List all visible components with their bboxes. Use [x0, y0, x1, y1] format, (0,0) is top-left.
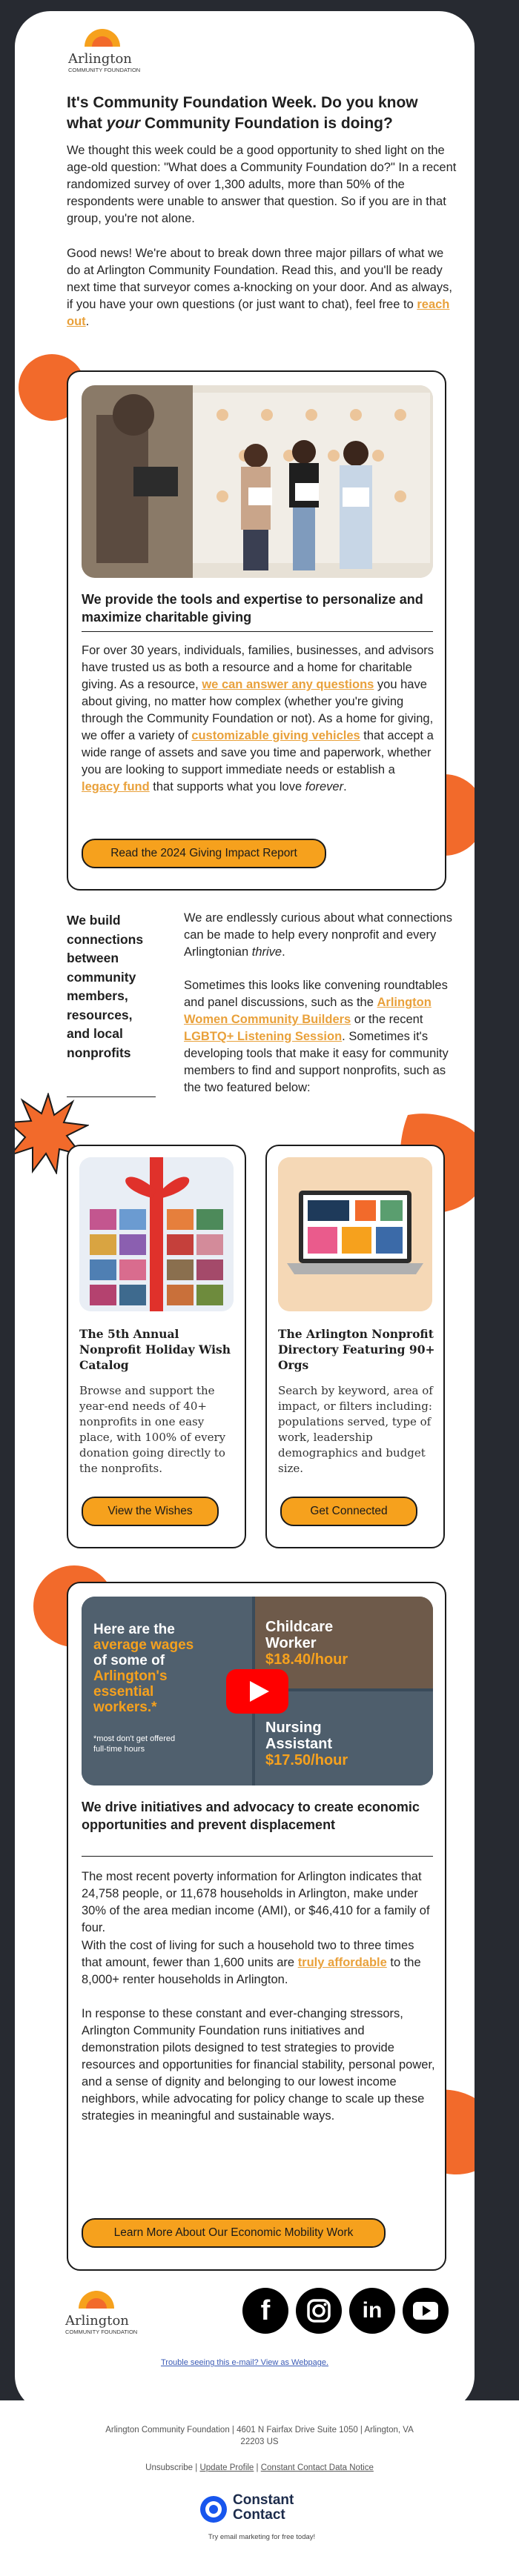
- intro-headline: It's Community Foundation Week. Do you know what your Community Foundation is doing?: [67, 94, 418, 132]
- gift-collage-icon: [79, 1157, 234, 1311]
- pillar-giving-title: We provide the tools and expertise to personalize and maximize charitable giving: [82, 592, 423, 625]
- get-connected-button[interactable]: Get Connected: [280, 1497, 417, 1526]
- legacy-fund-link[interactable]: legacy fund: [82, 780, 150, 793]
- video-left-text: Here are the average wages of some of Arlington's essential workers.*: [93, 1622, 194, 1715]
- youtube-icon[interactable]: [403, 2288, 449, 2334]
- truly-affordable-link[interactable]: truly affordable: [297, 1956, 387, 1969]
- directory-image: [278, 1157, 432, 1311]
- pillar-economic-paragraph-2: With the cost of living for such a household two to three times that amount, fewer than 1,600 units are truly affordable to the 8,000+ renter households in Arlington.: [82, 1939, 421, 1986]
- photo-students-with-certificates: [82, 385, 433, 578]
- giving-vehicles-link[interactable]: customizable giving vehicles: [191, 729, 360, 742]
- sunburst-logo-icon: [59, 20, 141, 54]
- photo-illustration-icon: [82, 385, 433, 578]
- youtube-glyph-icon: [403, 2288, 449, 2334]
- pillar-giving-body: For over 30 years, individuals, families, businesses, and advisors have trusted us as both a resource and a home for charitable giving. As a resource, we can answer any questions you have about giving, no matter how complex (whether you're giving through the Community Foundation or not). As a home for giving, we offer a variety of customizable giving vehicles that accept a wide range of assets and save you time and paperwork, whether you are looking to support immediate needs or establish a legacy fund that supports what you love forever.: [82, 644, 434, 793]
- giving-impact-report-button[interactable]: Read the 2024 Giving Impact Report: [82, 839, 326, 868]
- instagram-glyph-icon: [296, 2288, 342, 2334]
- logo-name: Arlington: [68, 51, 132, 67]
- logo[interactable]: [59, 20, 141, 76]
- intro-paragraph-1: We thought this week could be a good opportunity to shed light on the age-old question: "What does a Community Foundation do?" In a recent randomized survey of over 1,300 adults, more than 50% of the respondents were unable to answer that question. So if you are in that group, you're not alone.: [67, 144, 457, 225]
- facebook-icon[interactable]: f: [242, 2288, 288, 2334]
- view-wishes-button[interactable]: View the Wishes: [82, 1497, 219, 1526]
- update-profile-link[interactable]: Update Profile: [199, 2463, 254, 2472]
- logo-name: Arlington: [65, 2313, 129, 2329]
- email-card: [15, 11, 475, 2412]
- wish-catalog-body: Browse and support the year-end needs of 40+ nonprofits in one easy place, with 100% of every donation going directly to the nonprofits.: [79, 1384, 226, 1475]
- unsubscribe-link[interactable]: Unsubscribe: [145, 2463, 194, 2472]
- laptop-icon: [278, 1157, 432, 1311]
- wages-video-thumbnail[interactable]: [82, 1597, 433, 1785]
- pillar-economic-paragraph-1: The most recent poverty information for Arlington indicates that 24,758 people, or 11,678 households in Arlington, make under 30% of the area median income (AMI), or $46,410 for a family of four.: [82, 1870, 430, 1934]
- data-notice-link[interactable]: Constant Contact Data Notice: [260, 2463, 374, 2472]
- nonprofit-directory-card: [265, 1145, 445, 1548]
- email-footer: [0, 2400, 519, 2576]
- footer-address: Arlington Community Foundation | 4601 N Fairfax Drive Suite 1050 | Arlington, VA 22203 US: [105, 2426, 414, 2446]
- wish-catalog-card: [67, 1145, 246, 1548]
- pillar-connections-paragraph-2: Sometimes this looks like convening roundtables and panel discussions, such as the Arlington Women Community Builders or the recent LGBTQ+ Listening Session. Sometimes it's developing tools that make it easy for community members to find and support nonprofits, such as the two featured below:: [184, 979, 449, 1094]
- video-footnote: *most don't get offered full-time hours: [93, 1734, 176, 1754]
- social-links: [242, 2288, 465, 2334]
- constant-contact-badge[interactable]: [199, 2493, 325, 2552]
- constant-contact-tagline: Try email marketing for free today!: [208, 2533, 316, 2541]
- instagram-icon[interactable]: [296, 2288, 342, 2334]
- pillar-economic-title: We drive initiatives and advocacy to create economic opportunities and prevent displacement: [82, 1800, 420, 1832]
- pillar-economic-box: [67, 1582, 446, 2271]
- answer-questions-link[interactable]: we can answer any questions: [202, 678, 374, 691]
- footer-logo[interactable]: [59, 2282, 141, 2345]
- logo-sub: COMMUNITY FOUNDATION: [68, 67, 141, 73]
- directory-title: The Arlington Nonprofit Directory Featuring 90+ Orgs: [278, 1327, 435, 1372]
- economic-mobility-button[interactable]: Learn More About Our Economic Mobility Work: [82, 2218, 386, 2248]
- linkedin-icon[interactable]: in: [349, 2288, 395, 2334]
- wish-catalog-image: [79, 1157, 234, 1311]
- youtube-play-icon[interactable]: [226, 1669, 288, 1714]
- video-job-1: Childcare Worker $18.40/hour: [265, 1619, 348, 1668]
- wish-catalog-title: The 5th Annual Nonprofit Holiday Wish Catalog: [79, 1327, 231, 1372]
- logo-sub: COMMUNITY FOUNDATION: [65, 2329, 138, 2335]
- pillar-economic-paragraph-3: In response to these constant and ever-changing stressors, Arlington Community Foundation runs initiatives and demonstration pilots designed to test strategies to provide resources and opportunities for financial stability, personal power, and a sense of dignity and belonging to our lowest income neighbors, while advocating for policy change to scale up these strategies in meaningful and sustainable ways.: [82, 2007, 435, 2123]
- footer-links: Unsubscribe | Update Profile | Constant Contact Data Notice: [145, 2463, 374, 2472]
- women-builders-link[interactable]: Arlington Women Community Builders: [184, 996, 432, 1026]
- video-job-2: Nursing Assistant $17.50/hour: [265, 1720, 348, 1768]
- intro-paragraph-2: Good news! We're about to break down three major pillars of what we do at Arlington Community Foundation. Read this, and you'll be ready next time that surveyor comes a-knocking on your door. And as always, if you have your own questions (or just want to chat), feel free to reach out.: [67, 247, 453, 328]
- pillar-giving-box: [67, 370, 446, 891]
- pillar-connections-paragraph-1: We are endlessly curious about what connections can be made to help every nonprofit and every Arlingtonian thrive.: [184, 911, 452, 959]
- divider: [82, 631, 433, 632]
- lgbtq-listening-link[interactable]: LGBTQ+ Listening Session: [184, 1030, 343, 1043]
- constant-contact-logo-icon: [199, 2495, 228, 2524]
- constant-contact-name: Constant Contact: [233, 2492, 294, 2523]
- directory-body: Search by keyword, area of impact, or filters including: populations served, type of work, leadership demographics and budget size.: [278, 1384, 433, 1475]
- sunburst-logo-icon: [59, 2282, 141, 2316]
- view-as-webpage-link[interactable]: Trouble seeing this e-mail? View as Webpage.: [160, 2358, 329, 2367]
- divider: [82, 1856, 433, 1857]
- pillar-connections-side-title: We build connections between community members, resources, and local nonprofits: [67, 913, 144, 1060]
- reach-out-link[interactable]: reach out: [67, 298, 450, 328]
